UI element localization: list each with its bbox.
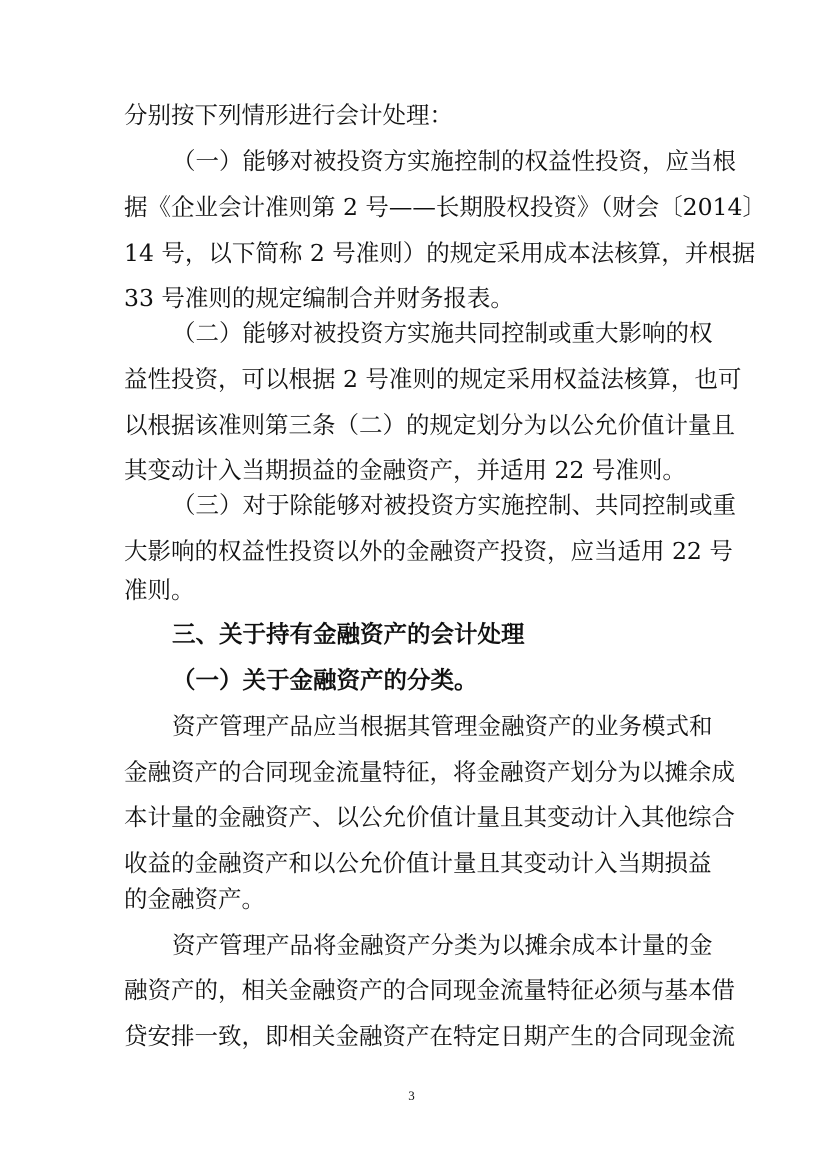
paragraph-line: （三）对于除能够对被投资方实施控制、共同控制或重: [172, 491, 736, 519]
paragraph-line: 本计量的金融资产、以公允价值计量且其变动计入其他综合: [124, 803, 735, 831]
paragraph-line: 收益的金融资产和以公允价值计量且其变动计入当期损益: [124, 849, 712, 877]
paragraph-line: 准则。: [124, 576, 195, 604]
paragraph-line: 资产管理产品应当根据其管理金融资产的业务模式和: [172, 712, 713, 740]
paragraph-line: 益性投资，可以根据 2 号准则的规定采用权益法核算，也可: [124, 365, 742, 393]
paragraph-line: 金融资产的合同现金流量特征，将金融资产划分为以摊余成: [124, 758, 735, 786]
paragraph-line: 分别按下列情形进行会计处理：: [124, 101, 453, 129]
page-number: 3: [408, 1088, 415, 1103]
paragraph-line: （二）能够对被投资方实施共同控制或重大影响的权: [172, 319, 713, 347]
paragraph-line: 其变动计入当期损益的金融资产，并适用 22 号准则。: [124, 456, 686, 484]
paragraph-line: 14 号，以下简称 2 号准则）的规定采用成本法核算，并根据: [124, 239, 756, 267]
paragraph-line: 33 号准则的规定编制合并财务报表。: [124, 284, 514, 312]
subsection-heading: （一）关于金融资产的分类。: [172, 666, 478, 694]
paragraph-line: 以根据该准则第三条（二）的规定划分为以公允价值计量且: [124, 411, 735, 439]
paragraph-line: 据《企业会计准则第 2 号——长期股权投资》（财会〔2014〕: [124, 193, 766, 221]
paragraph-line: 资产管理产品将金融资产分类为以摊余成本计量的金: [172, 931, 713, 959]
section-heading: 三、关于持有金融资产的会计处理: [172, 620, 525, 648]
paragraph-line: 贷安排一致，即相关金融资产在特定日期产生的合同现金流: [124, 1022, 735, 1050]
paragraph-line: 融资产的，相关金融资产的合同现金流量特征必须与基本借: [124, 976, 735, 1004]
paragraph-line: 的金融资产。: [124, 885, 265, 913]
paragraph-line: 大影响的权益性投资以外的金融资产投资，应当适用 22 号: [124, 537, 733, 565]
paragraph-line: （一）能够对被投资方实施控制的权益性投资，应当根: [172, 147, 736, 175]
